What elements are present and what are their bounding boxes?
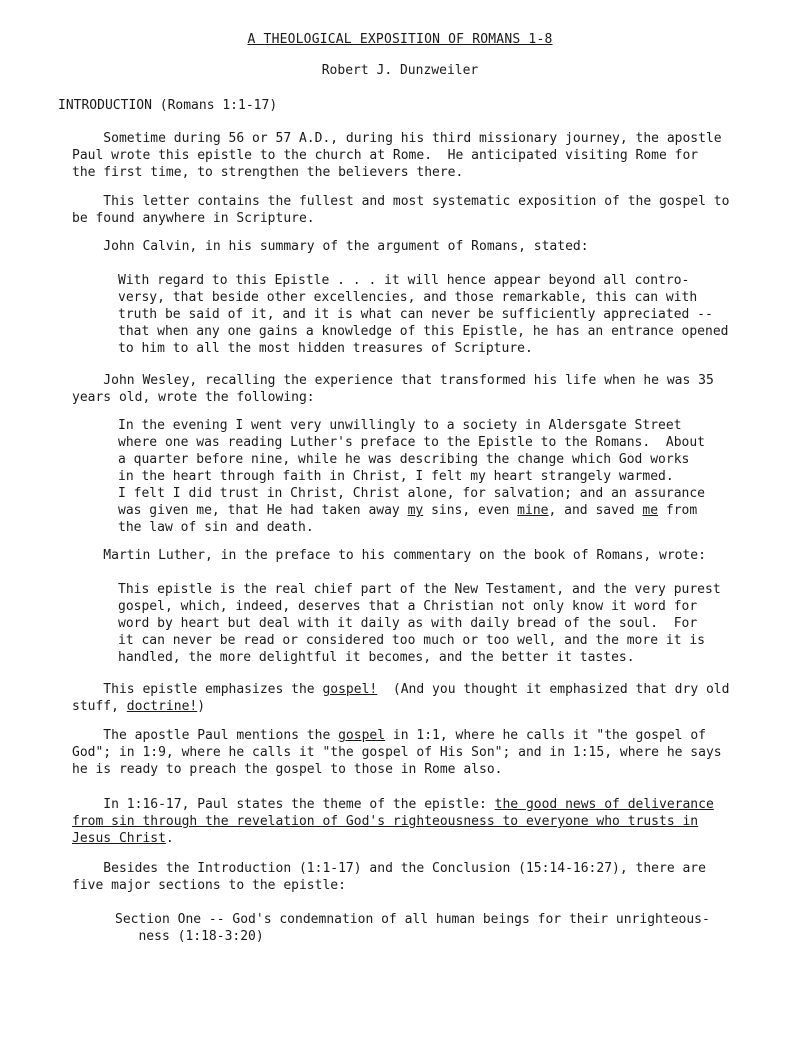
underlined-mine: mine — [517, 503, 549, 518]
paragraph-text: in 1:1, where he calls it "the gospel of God"; in 1:9, where he calls it "the gospel of His Son"; and in 1:15, where he says he is ready to preach the gospel to those in Rome also. — [72, 728, 722, 777]
paragraph-emphasizes-gospel — [72, 681, 752, 715]
quote-wesley-text: sins, even — [423, 503, 518, 518]
quote-wesley-text: from the law of sin and death. — [118, 503, 698, 535]
paragraph-text: In 1:16-17, Paul states the theme of the epistle: — [72, 797, 495, 812]
paragraph-theme — [72, 796, 752, 847]
paragraph-text: (And you thought it emphasized that dry old stuff, — [72, 682, 730, 714]
quote-calvin: With regard to this Epistle . . . it will hence appear beyond all contro- versy, that beside other excellencies, and those remarkable, this can with truth be said of it, and it is what can never be sufficiently appreciated -- that when any one gains a knowledge of this Epistle, he has an entrance opened to him to all the most hidden treasures of Scripture. — [118, 273, 729, 356]
section-heading: INTRODUCTION (Romans 1:1-17) — [58, 98, 278, 113]
paragraph-luther-intro: Martin Luther, in the preface to his commentary on the book of Romans, wrote: — [72, 548, 706, 563]
paragraph-paul-mentions-gospel — [72, 727, 752, 778]
underlined-gospel: gospel! — [322, 682, 378, 697]
section-one-item: Section One -- God's condemnation of all human beings for their unrighteous- ness (1:18-3:20) — [115, 912, 710, 944]
quote-wesley-text: , and saved — [548, 503, 643, 518]
paragraph-fullest-exposition: This letter contains the fullest and most systematic exposition of the gospel to be found anywhere in Scripture. — [72, 194, 730, 226]
paragraph-text: . — [165, 831, 174, 846]
document-author: Robert J. Dunzweiler — [321, 63, 479, 78]
paragraph-text: The apostle Paul mentions the — [72, 728, 339, 743]
underlined-gospel-2: gospel — [338, 728, 386, 743]
quote-wesley-text: In the evening I went very unwillingly to a society in Aldersgate Street where one was reading Luther's preface to the Epistle to the Romans. About a quarter before nine, while he was describing the change which God works in the heart through faith in Christ, I felt my heart strangely warmed. I felt I did trust in Christ, Christ alone, for salvation; and an assurance was given me, that He had taken away — [118, 418, 705, 518]
quote-wesley — [118, 417, 758, 536]
document-title: A THEOLOGICAL EXPOSITION OF ROMANS 1-8 — [247, 32, 553, 47]
underlined-my: my — [407, 503, 424, 518]
paragraph-sections-intro: Besides the Introduction (1:1-17) and the Conclusion (15:14-16:27), there are five major sections to the epistle: — [72, 861, 706, 893]
paragraph-text: ) — [197, 699, 206, 714]
paragraph-text: This epistle emphasizes the — [72, 682, 323, 697]
underlined-theme: the good news of deliverance from sin through the revelation of God's righteousness to everyone who trusts in Jesus Christ — [72, 797, 714, 846]
quote-luther: This epistle is the real chief part of the New Testament, and the very purest gospel, which, indeed, deserves that a Christian not only know it word for word by heart but deal with it daily as with daily bread of the soul. For it can never be read or considered too much or too well, and the more it is handled, the more delightful it becomes, and the better it tastes. — [118, 582, 721, 665]
paragraph-calvin-intro: John Calvin, in his summary of the argument of Romans, stated: — [72, 239, 589, 254]
paragraph-wesley-intro: John Wesley, recalling the experience that transformed his life when he was 35 years old, wrote the following: — [72, 373, 714, 405]
paragraph-date-of-epistle: Sometime during 56 or 57 A.D., during his third missionary journey, the apostle Paul wrote this epistle to the church at Rome. He anticipated visiting Rome for the first time, to strengthen the believers there. — [72, 131, 722, 180]
underlined-me: me — [642, 503, 659, 518]
underlined-doctrine: doctrine! — [126, 699, 198, 714]
